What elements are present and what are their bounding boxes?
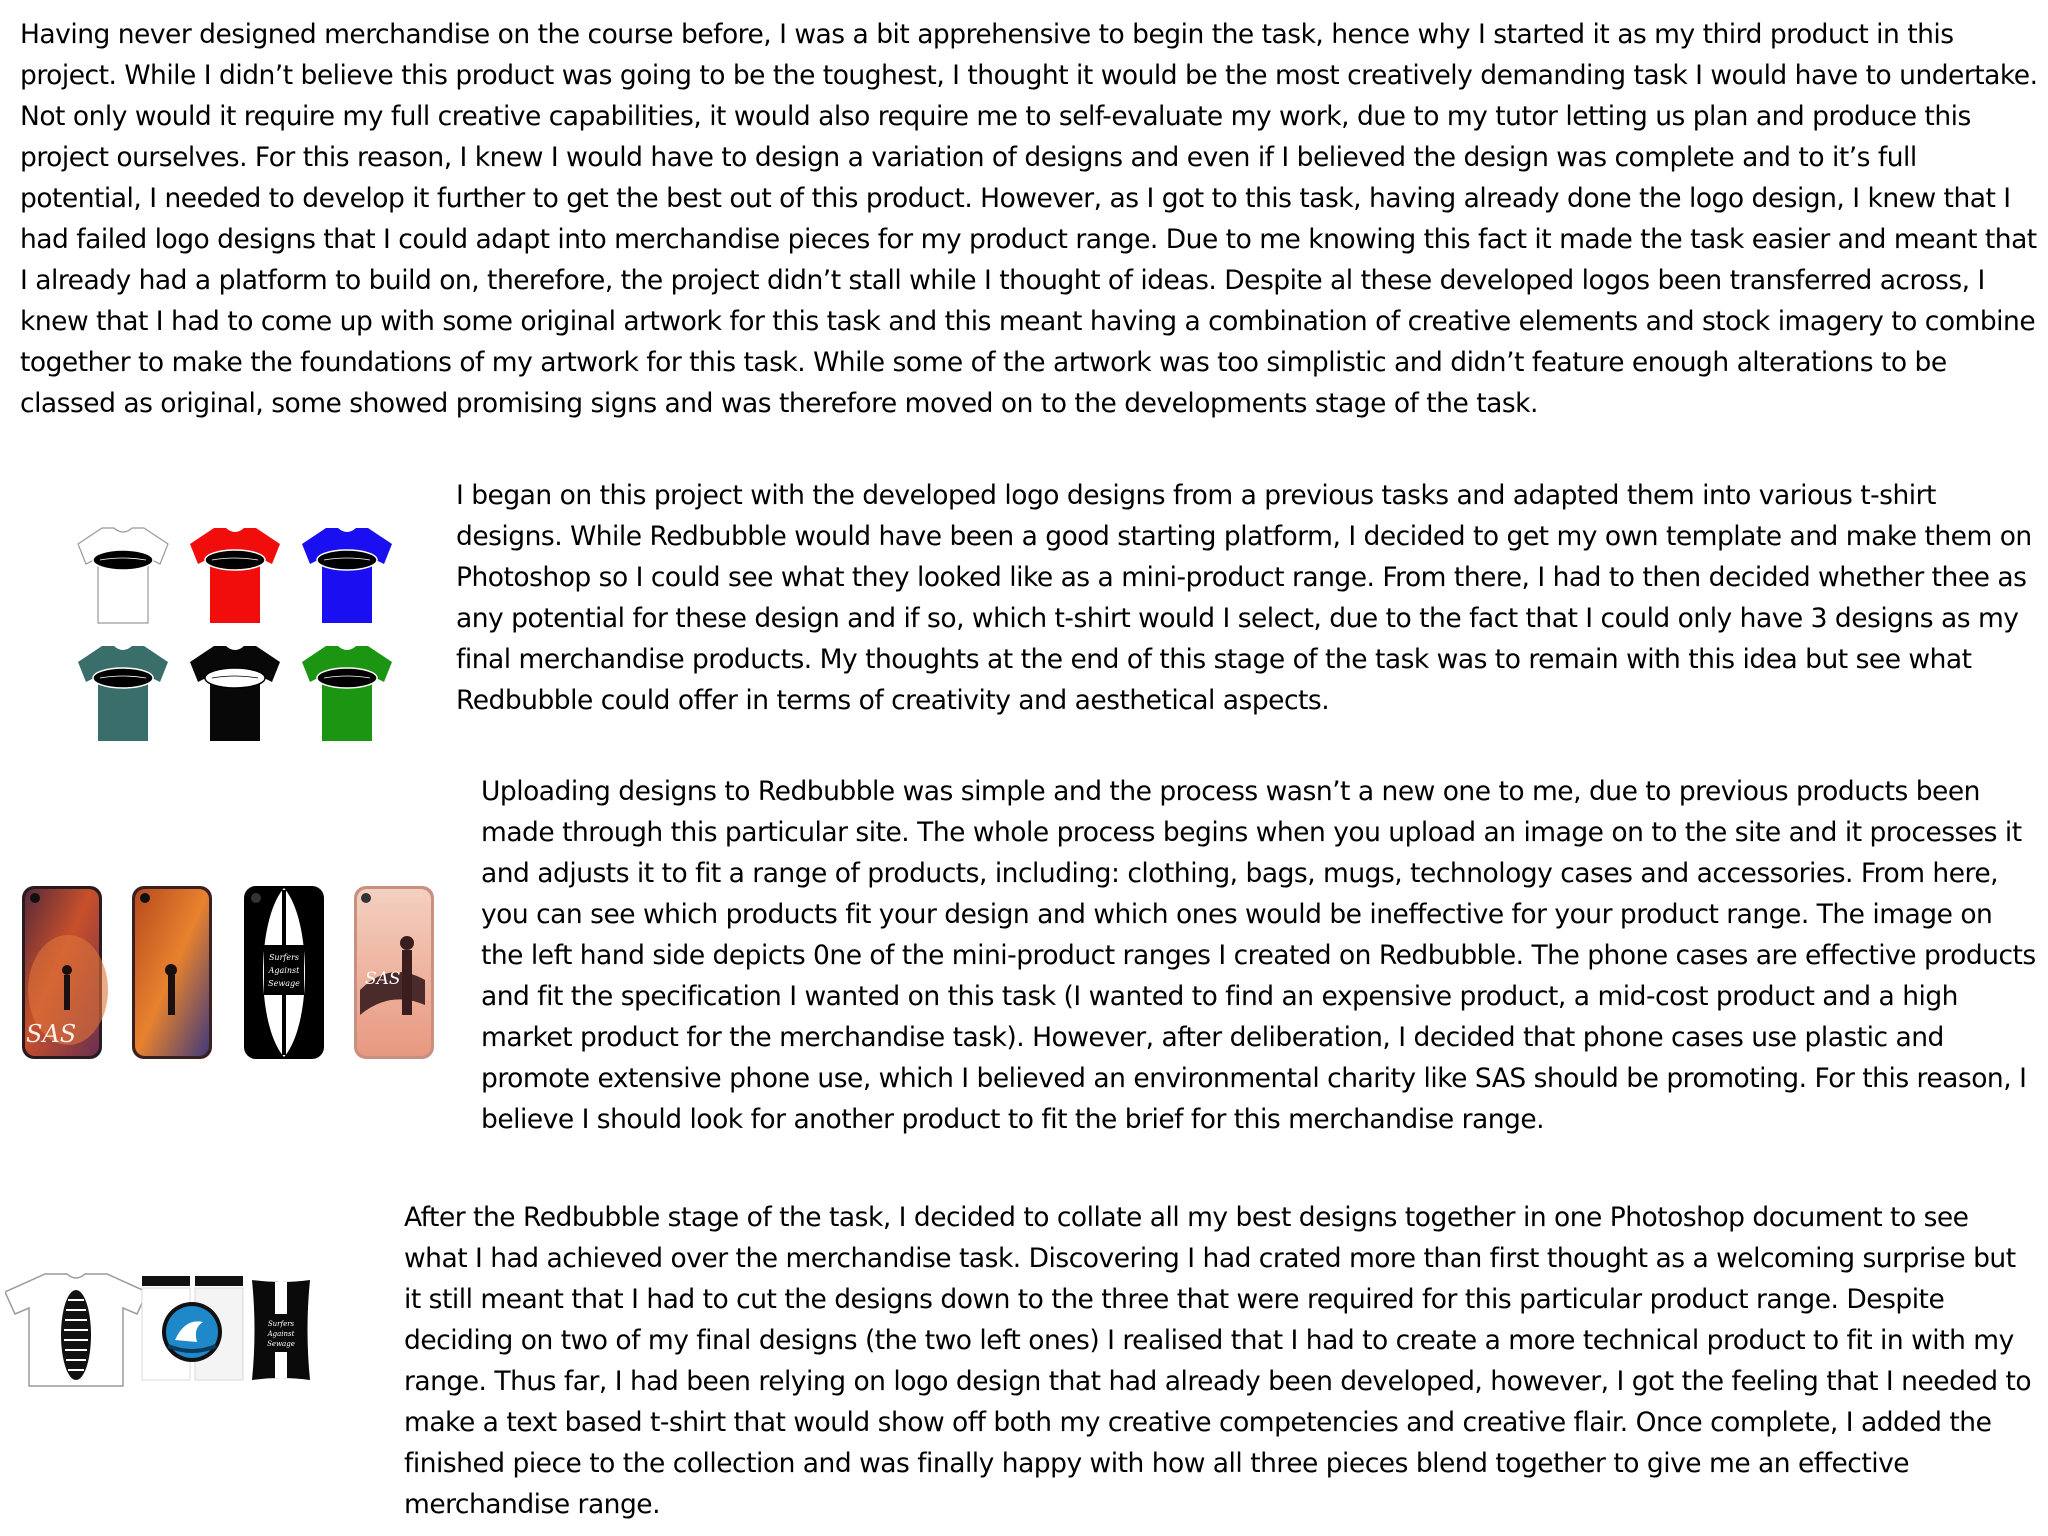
tshirt-2 [190,528,280,623]
phone-case-3 [244,886,324,1059]
phone-case-2 [132,886,212,1059]
case-4-text: SAS [365,969,401,989]
svg-text:Sewage: Sewage [267,1340,295,1348]
tshirt-paragraph: I began on this project with the developed logo designs from a previous tasks and adapted them into various t-shirt designs. While Redbubble would have been a good starting platform, I decided to get my own template and make them on Photoshop so I could see what they looked like as a mini-product range. From there, I had to then decided whether thee as any potential for these design and if so, which t-shirt would I select, due to the fact that I could only have 3 designs as my final merchandise products. My thoughts at the end of this stage of the task was to remain with this idea but see what Redbubble could offer in terms of creativity and aesthetical aspects. [456,480,2032,716]
svg-text:Against: Against [267,1330,295,1338]
intro-paragraph: Having never designed merchandise on the course before, I was a bit apprehensive to begin the task, hence why I started it as my third product in this project. While I didn’t believe this product was going to be the toughest, I thought it would be the most creatively demanding task I would have to undertake. Not only would it require my full creative capabilities, it would also require me to self-evaluate my work, due to my tutor letting us plan and produce this project ourselves. For this reason, I knew I would have to design a variation of designs and even if I believed the design was complete and to it’s full potential, I needed to develop it further to get the best out of this product. However, as I got to this task, having already done the logo design, I knew that I had failed logo designs that I could adapt into merchandise pieces for my product range. Due to me knowing this fact it made the task easier and meant that I already had a platform to build on, therefore, the project didn’t stall while I thought of ideas. Despite al these developed logos been transferred across, I knew that I had to come up with some original artwork for this task and this meant having a combination of creative elements and stock imagery to combine together to make the foundations of my artwork for this task. While some of the artwork was too simplistic and didn’t feature enough alterations to be classed as original, some showed promising signs and was therefore moved on to the developments stage of the task. [20,19,2038,419]
phone-case-range-image [20,880,440,1065]
svg-text:Sewage: Sewage [268,979,300,988]
phone-case-icon [20,880,440,1065]
tshirt-4 [78,646,168,741]
merchandise-collection-image [5,1270,315,1390]
pillow [252,1280,310,1380]
phone-case-4 [354,886,434,1059]
merchandise-icon [5,1270,315,1390]
tshirt-1 [78,528,168,623]
svg-text:Surfers: Surfers [268,953,300,962]
tshirt-6 [302,646,392,741]
text-tshirt [5,1274,147,1386]
phone-case-paragraph: Uploading designs to Redbubble was simple and the process wasn’t a new one to me, due to previous products been made through this particular site. The whole process begins when you upload an image on to the site and it processes it and adjusts it to fit a range of products, including: clothing, bags, mugs, technology cases and accessories. From here, you can see which products fit your design and which ones would be ineffective for your product range. The image on the left hand side depicts 0ne of the mini-product ranges I created on Redbubble. The phone cases are effective products and fit the specification I wanted on this task (I wanted to find an expensive product, a mid-cost product and a high market product for the merchandise task). However, after deliberation, I decided that phone cases use plastic and promote extensive phone use, which I believed an environmental charity like SAS should be promoting. For this reason, I believe I should look for another product to fit the brief for this merchandise range. [481,776,2036,1135]
tshirt-icon [75,520,410,750]
case-1-text: SAS [26,1020,77,1048]
mug [142,1276,243,1380]
tshirt-3 [302,528,392,623]
svg-text:Surfers: Surfers [267,1320,295,1328]
tshirt-range-image [75,520,410,750]
collection-paragraph: After the Redbubble stage of the task, I decided to collate all my best designs together in one Photoshop document to see what I had achieved over the merchandise task. Discovering I had crated more than first thought as a welcoming surprise but it still meant that I had to cut the designs down to the three that were required for this particular product range. Despite deciding on two of my final designs (the two left ones) I realised that I had to create a more technical product to fit in with my range. Thus far, I had been relying on logo design that had already been developed, however, I got the feeling that I needed to make a text based t-shirt that would show off both my creative competencies and creative flair. Once complete, I added the finished piece to the collection and was finally happy with how all three pieces blend together to give me an effective merchandise range. [404,1202,2032,1520]
tshirt-5 [190,646,280,741]
svg-text:Against: Against [268,966,300,975]
phone-case-1 [22,886,108,1059]
